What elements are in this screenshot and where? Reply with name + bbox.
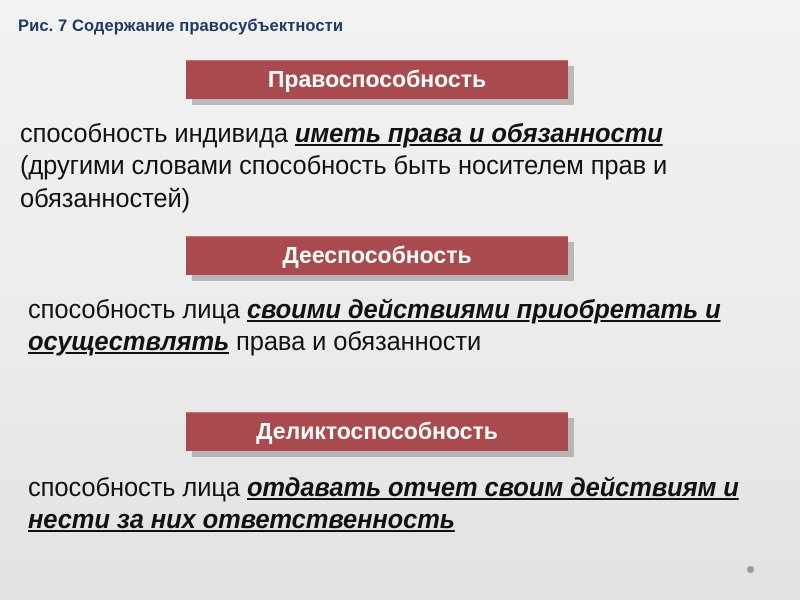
plain-text: способность лица [28, 296, 247, 324]
plain-text: способность лица [28, 474, 247, 502]
section-banner-deliktosposobnost: Деликтоспособность [186, 412, 568, 451]
section-banner-pravosposobnost: Правоспособность [186, 60, 568, 99]
plain-text: (другими словами способность быть носителем прав и обязанностей) [20, 152, 668, 213]
emphasized-text: своими действиями приобретать и осуществлять [28, 296, 721, 357]
paragraph-deliktosposobnost [28, 472, 758, 537]
emphasized-text: отдавать отчет своим действиям и нести за них ответственность [28, 474, 739, 535]
page-title: Рис. 7 Содержание правосубъектности [18, 17, 344, 35]
bullet-dot-decoration [747, 566, 754, 573]
section-banner-deesposobnost: Дееспособность [186, 236, 568, 275]
plain-text: способность индивида [20, 120, 295, 148]
plain-text: права и обязанности [229, 328, 482, 357]
paragraph-deesposobnost [28, 294, 728, 359]
paragraph-pravosposobnost [20, 118, 720, 215]
emphasized-text: иметь права и обязанности [294, 120, 663, 148]
